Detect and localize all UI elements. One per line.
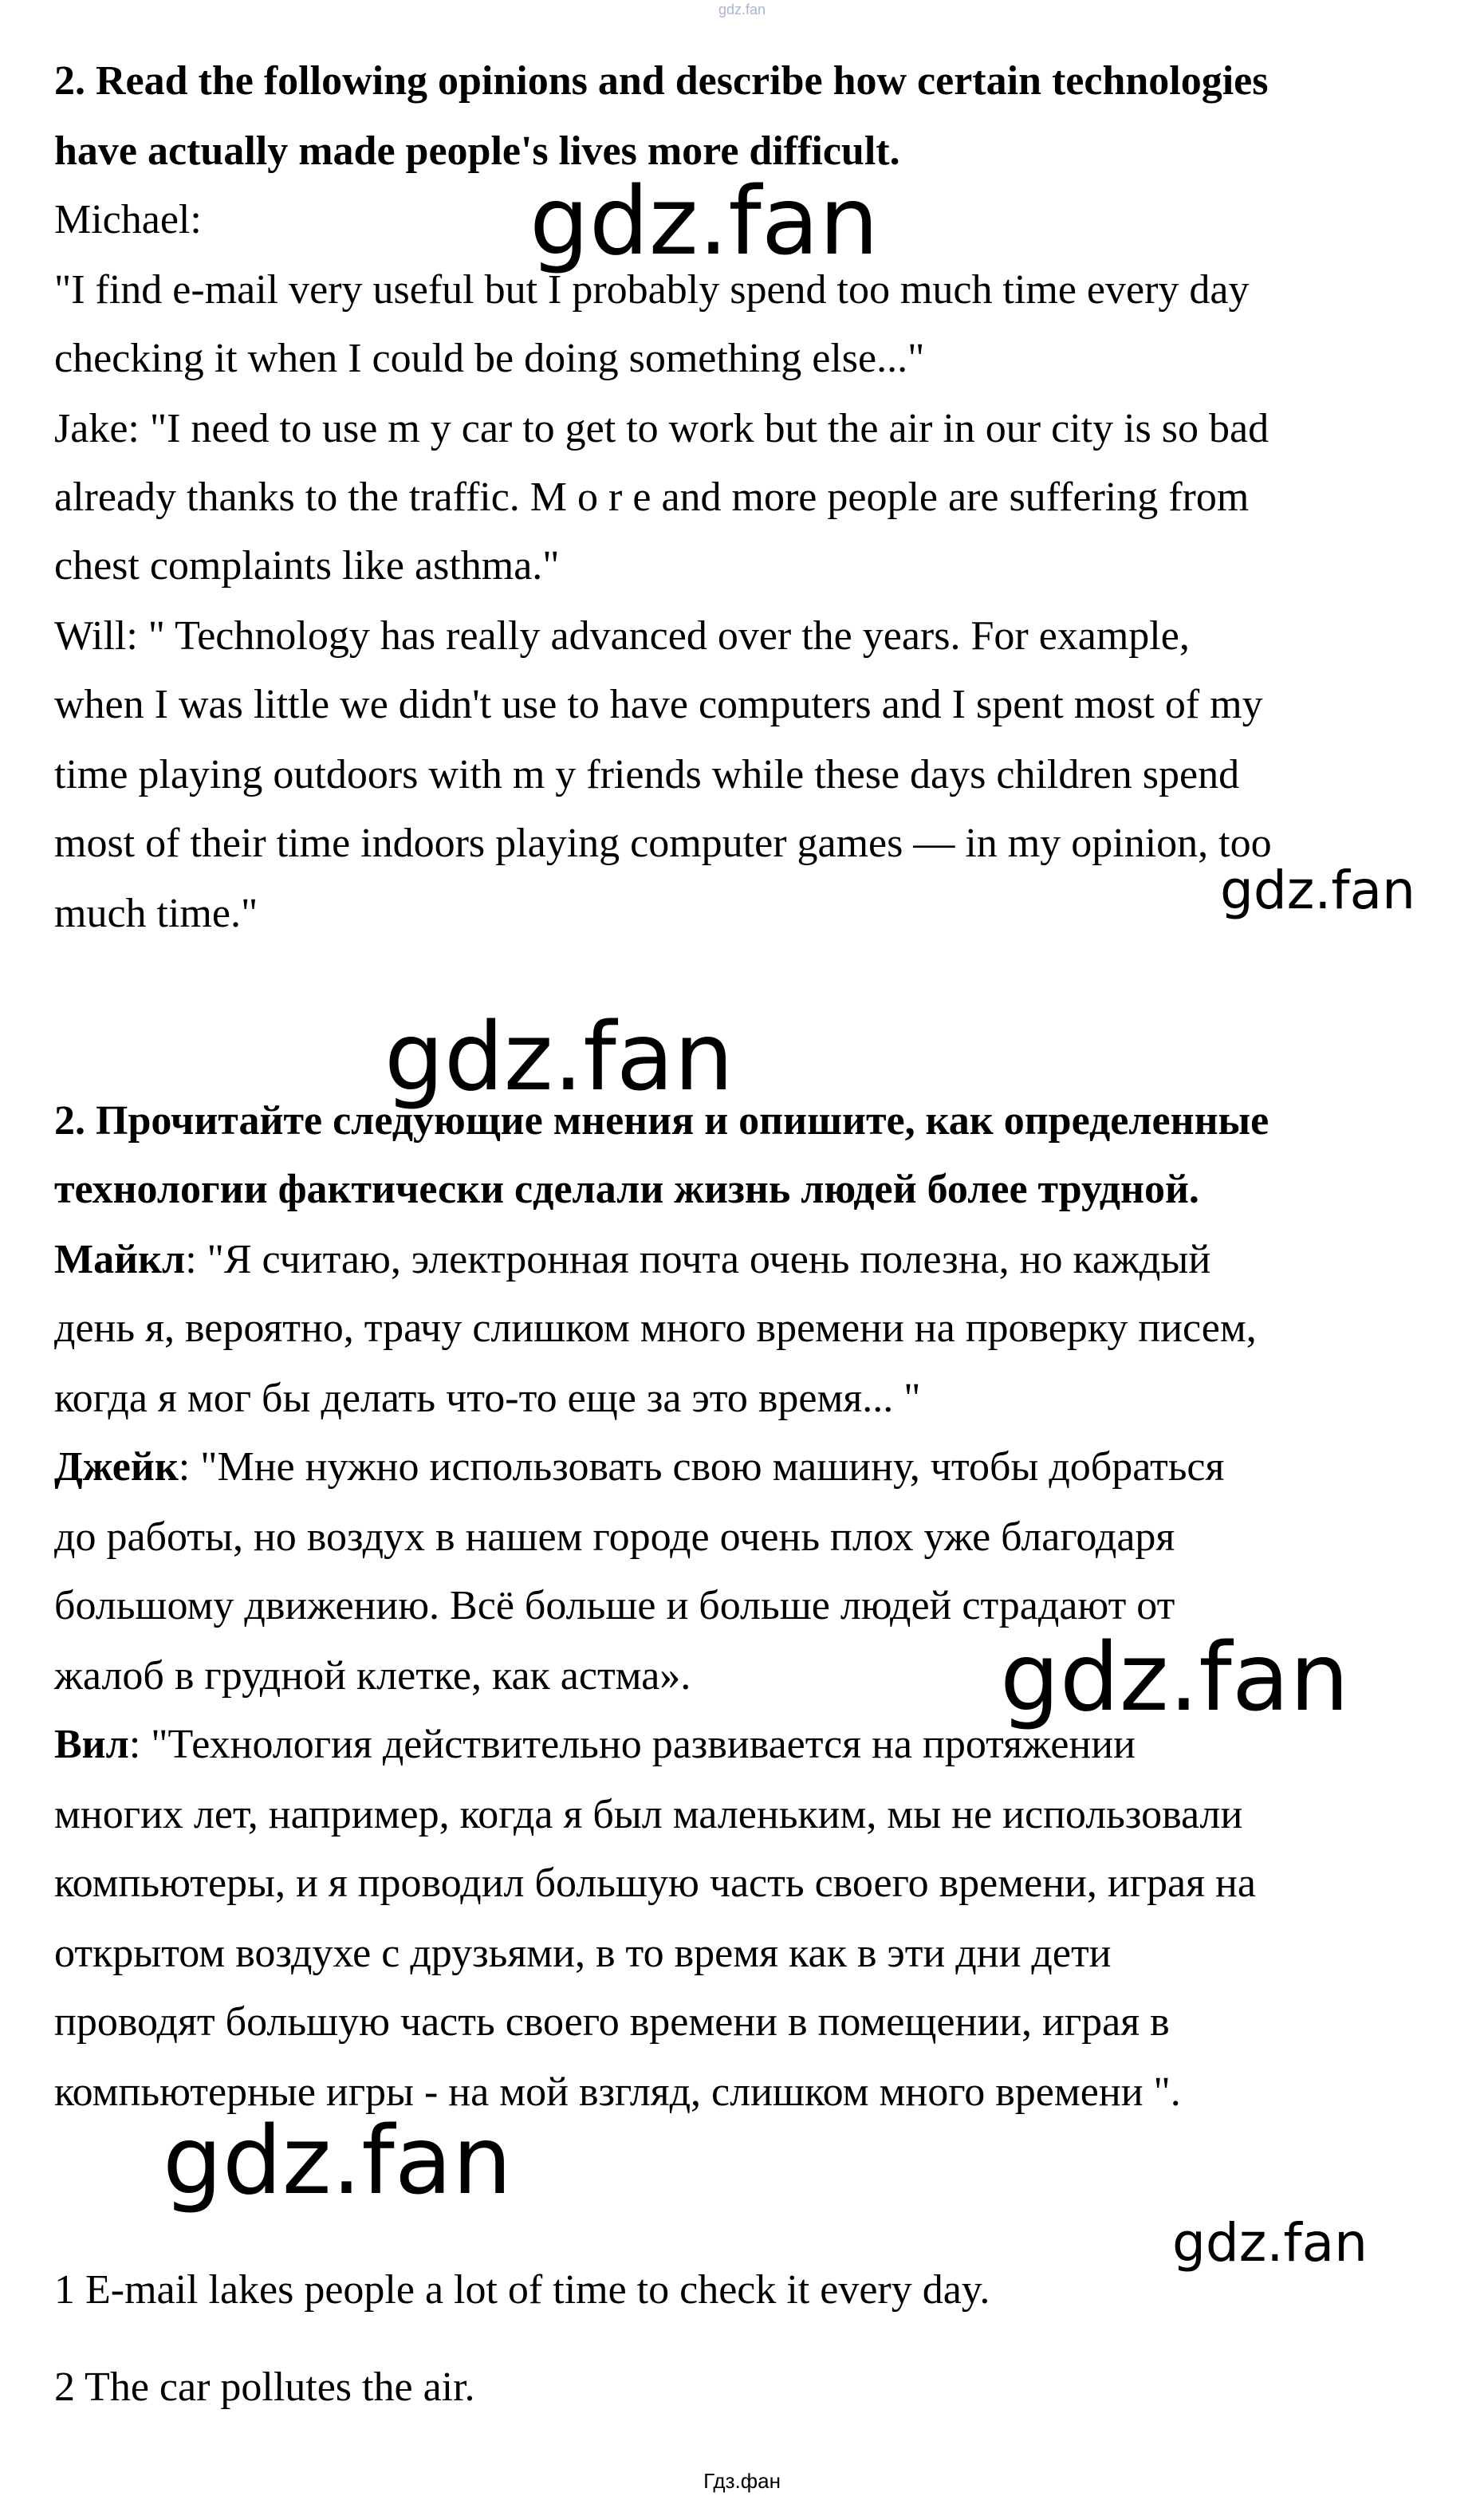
russian-jake-text: : "Мне нужно использовать свою машину, чтобы добраться (178, 1444, 1225, 1490)
russian-will-text: : "Технология действительно развивается на протяжении (128, 1722, 1136, 1767)
russian-jake-line-2: до работы, но воздух в нашем городе очень плох уже благодаря (54, 1514, 1175, 1560)
russian-jake-line-4: жалоб в грудной клетке, как астма». (54, 1653, 691, 1699)
russian-mike-line-1 (54, 1236, 1210, 1284)
english-line: most of their time indoors playing computer games — in my opinion, too (54, 821, 1272, 866)
bottom-watermark: Гдз.фан (703, 2469, 781, 2493)
russian-will-line-4: открытом воздухе с друзьями, в то время как в эти дни дети (54, 1931, 1112, 1976)
russian-will-line-3: компьютеры, и я проводил большую часть своего времени, играя на (54, 1860, 1256, 1906)
watermark: gdz.fan (1000, 1622, 1349, 1732)
russian-will-line-5: проводят большую часть своего времени в помещении, играя в (54, 1999, 1170, 2045)
russian-heading-line-1: 2. Прочитайте следующие мнения и опишите, как определенные (54, 1098, 1269, 1144)
russian-heading-line-2: технологии фактически сделали жизнь людей более трудной. (54, 1167, 1199, 1212)
russian-will-line-2: многих лет, например, когда я был маленьким, мы не использовали (54, 1792, 1243, 1837)
answer-line-2: 2 The car pollutes the air. (54, 2364, 475, 2410)
speaker-name-mike: Майкл (54, 1237, 186, 1282)
english-line: much time." (54, 891, 258, 936)
russian-will-line-1 (54, 1721, 1136, 1769)
english-heading-line-1: 2. Read the following opinions and describe how certain technologies (54, 58, 1269, 104)
speaker-name-jake: Джейк (54, 1444, 179, 1490)
answer-line-1: 1 E-mail lakes people a lot of time to check it every day. (54, 2267, 990, 2313)
top-watermark: gdz.fan (718, 2, 766, 18)
english-line: when I was little we didn't use to have computers and I spent most of my (54, 682, 1263, 727)
russian-mike-line-3: когда я мог бы делать что-то еще за это время... " (54, 1376, 921, 1421)
english-line: "I find e-mail very useful but I probably spend too much time every day (54, 267, 1250, 313)
watermark: gdz.fan (384, 1002, 734, 1112)
russian-mike-text: : "Я считаю, электронная почта очень полезна, но каждый (185, 1237, 1211, 1282)
watermark: gdz.fan (163, 2105, 512, 2215)
russian-jake-line-3: большому движению. Всё больше и больше людей страдают от (54, 1583, 1175, 1628)
english-line: Michael: (54, 197, 202, 242)
english-line: Jake: "I need to use m y car to get to work but the air in our city is so bad (54, 406, 1269, 451)
russian-jake-line-1 (54, 1443, 1224, 1491)
watermark: gdz.fan (529, 166, 879, 276)
russian-mike-line-2: день я, вероятно, трачу слишком много времени на проверку писем, (54, 1305, 1257, 1351)
english-line: time playing outdoors with m y friends while these days children spend (54, 752, 1240, 797)
watermark: gdz.fan (1220, 860, 1415, 921)
speaker-name-will: Вил (54, 1722, 129, 1767)
english-line: already thanks to the traffic. M o r e and more people are suffering from (54, 474, 1250, 520)
watermark: gdz.fan (1172, 2212, 1368, 2274)
english-line: Will: " Technology has really advanced over the years. For example, (54, 613, 1190, 659)
russian-will-line-6: компьютерные игры - на мой взгляд, слишком много времени ". (54, 2069, 1181, 2115)
english-heading-line-2: have actually made people's lives more difficult. (54, 128, 900, 174)
english-line: checking it when I could be doing something else..." (54, 336, 925, 381)
english-line: chest complaints like asthma." (54, 543, 560, 589)
